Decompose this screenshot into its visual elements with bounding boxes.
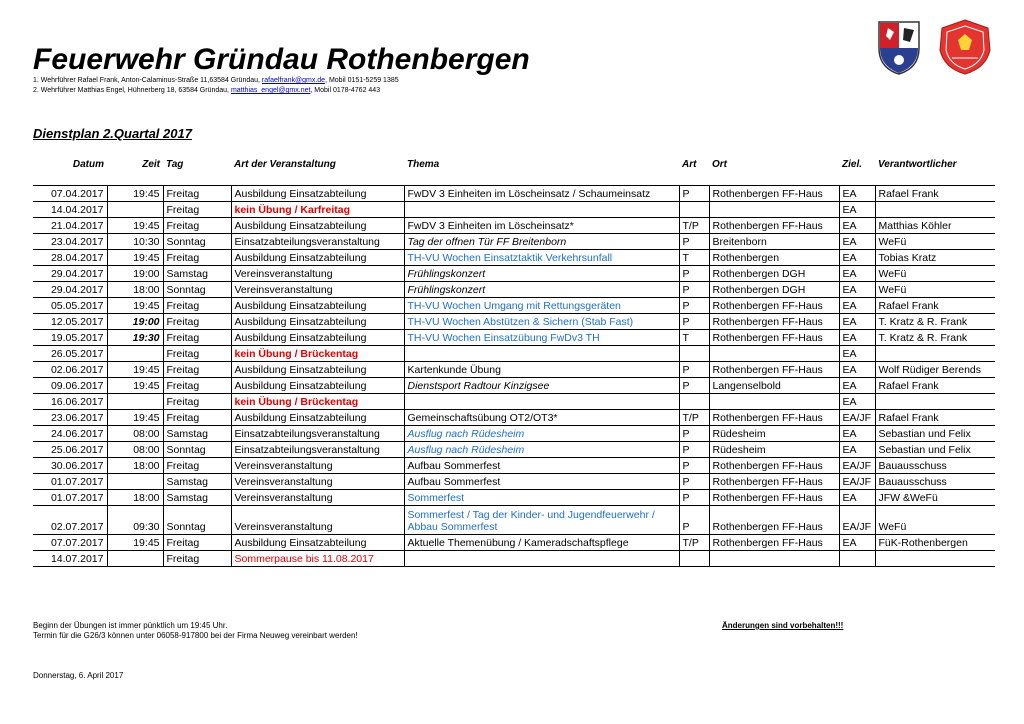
cell-zeit: 19:45 xyxy=(107,378,163,394)
cell-tag: Sonntag xyxy=(163,506,231,535)
cell-ort: Rothenbergen FF-Haus xyxy=(709,218,839,234)
note-g26: Termin für die G26/3 können unter 06058-917800 bei der Firma Neuweg vereinbart werden! xyxy=(33,631,358,640)
cell-ort: Rothenbergen FF-Haus xyxy=(709,186,839,202)
cell-art-v: Ausbildung Einsatzabteilung xyxy=(231,535,404,551)
cell-ort: Rothenbergen FF-Haus xyxy=(709,490,839,506)
cell-art xyxy=(679,202,709,218)
cell-zeit xyxy=(107,474,163,490)
cell-zeit: 19:45 xyxy=(107,298,163,314)
cell-ziel: EA xyxy=(839,490,875,506)
col-ziel: Ziel. xyxy=(842,159,863,170)
cell-thema xyxy=(404,551,679,567)
leader2-mobile: , Mobil 0178-4762 443 xyxy=(310,87,381,94)
cell-verantw: Sebastian und Felix xyxy=(875,426,995,442)
cell-art-v: kein Übung / Brückentag xyxy=(231,394,404,410)
cell-verantw: WeFü xyxy=(875,282,995,298)
cell-ziel: EA/JF xyxy=(839,506,875,535)
cell-verantw: Bauausschuss xyxy=(875,474,995,490)
cell-tag: Freitag xyxy=(163,202,231,218)
cell-ort: Rothenbergen DGH xyxy=(709,282,839,298)
cell-art: P xyxy=(679,266,709,282)
cell-verantw: WeFü xyxy=(875,234,995,250)
table-header-row xyxy=(33,157,995,186)
cell-ziel: EA xyxy=(839,378,875,394)
cell-datum: 19.05.2017 xyxy=(33,330,107,346)
cell-art-v: Ausbildung Einsatzabteilung xyxy=(231,186,404,202)
cell-datum: 29.04.2017 xyxy=(33,266,107,282)
cell-art: P xyxy=(679,282,709,298)
cell-zeit: 19:45 xyxy=(107,362,163,378)
table-row xyxy=(33,362,995,378)
cell-art: T xyxy=(679,330,709,346)
cell-art xyxy=(679,551,709,567)
cell-verantw: T. Kratz & R. Frank xyxy=(875,330,995,346)
cell-art-v: Ausbildung Einsatzabteilung xyxy=(231,314,404,330)
leader1-text: 1. Wehrführer Rafael Frank, Anton-Calaminus-Straße 11,63584 Gründau, xyxy=(33,77,262,84)
cell-zeit: 19:45 xyxy=(107,186,163,202)
cell-art-v: Vereinsveranstaltung xyxy=(231,266,404,282)
cell-tag: Freitag xyxy=(163,330,231,346)
cell-art-v: Vereinsveranstaltung xyxy=(231,474,404,490)
table-row xyxy=(33,266,995,282)
cell-ort: Rothenbergen FF-Haus xyxy=(709,535,839,551)
leader1-email[interactable]: rafaelfrank@gmx.de xyxy=(261,77,326,84)
cell-tag: Freitag xyxy=(163,186,231,202)
cell-thema: Frühlingskonzert xyxy=(404,266,679,282)
cell-ziel: EA xyxy=(839,298,875,314)
cell-ziel: EA xyxy=(839,426,875,442)
cell-art-v: Ausbildung Einsatzabteilung xyxy=(231,298,404,314)
cell-art: P xyxy=(679,298,709,314)
cell-verantw: Tobias Kratz xyxy=(875,250,995,266)
cell-verantw: Wolf Rüdiger Berends xyxy=(875,362,995,378)
cell-ort xyxy=(709,394,839,410)
cell-datum: 07.04.2017 xyxy=(33,186,107,202)
cell-thema: Aufbau Sommerfest xyxy=(404,458,679,474)
cell-datum: 28.04.2017 xyxy=(33,250,107,266)
cell-art: P xyxy=(679,314,709,330)
leader1-mobile: , Mobil 0151-5259 1385 xyxy=(325,77,399,84)
col-ort: Ort xyxy=(712,159,727,170)
cell-zeit: 18:00 xyxy=(107,282,163,298)
cell-datum: 02.07.2017 xyxy=(33,506,107,535)
cell-verantw: Rafael Frank xyxy=(875,186,995,202)
table-row xyxy=(33,186,995,202)
cell-thema: TH-VU Wochen Einsatzübung FwDv3 TH xyxy=(404,330,679,346)
cell-zeit: 19:45 xyxy=(107,410,163,426)
cell-datum: 05.05.2017 xyxy=(33,298,107,314)
cell-tag: Freitag xyxy=(163,218,231,234)
cell-tag: Freitag xyxy=(163,362,231,378)
cell-art: P xyxy=(679,442,709,458)
coat-of-arms-icon xyxy=(876,18,922,76)
cell-thema: Dienstsport Radtour Kinzigsee xyxy=(404,378,679,394)
cell-art: P xyxy=(679,458,709,474)
cell-zeit xyxy=(107,346,163,362)
table-row xyxy=(33,234,995,250)
cell-tag: Sonntag xyxy=(163,234,231,250)
cell-tag: Freitag xyxy=(163,346,231,362)
cell-art-v: Ausbildung Einsatzabteilung xyxy=(231,362,404,378)
cell-art-v: Einsatzabteilungsveranstaltung xyxy=(231,426,404,442)
table-row xyxy=(33,506,995,535)
cell-art xyxy=(679,394,709,410)
cell-ort: Rothenbergen FF-Haus xyxy=(709,474,839,490)
table-row xyxy=(33,282,995,298)
cell-verantw xyxy=(875,394,995,410)
cell-verantw: WeFü xyxy=(875,506,995,535)
cell-art-v: Sommerpause bis 11.08.2017 xyxy=(231,551,404,567)
cell-ziel xyxy=(839,551,875,567)
cell-tag: Samstag xyxy=(163,426,231,442)
document-date: Donnerstag, 6. April 2017 xyxy=(33,671,124,680)
cell-zeit: 18:00 xyxy=(107,490,163,506)
cell-art: P xyxy=(679,506,709,535)
cell-verantw xyxy=(875,551,995,567)
table-row xyxy=(33,218,995,234)
table-row xyxy=(33,551,995,567)
cell-thema: Aufbau Sommerfest xyxy=(404,474,679,490)
cell-datum: 23.04.2017 xyxy=(33,234,107,250)
cell-zeit: 09:30 xyxy=(107,506,163,535)
cell-ort: Rothenbergen FF-Haus xyxy=(709,314,839,330)
leader1-line xyxy=(33,76,399,85)
cell-tag: Sonntag xyxy=(163,282,231,298)
cell-ort: Rothenbergen FF-Haus xyxy=(709,506,839,535)
col-verantwortlicher: Verantwortlicher xyxy=(878,159,957,170)
cell-art: T xyxy=(679,250,709,266)
cell-thema: Kartenkunde Übung xyxy=(404,362,679,378)
cell-datum: 21.04.2017 xyxy=(33,218,107,234)
cell-ziel: EA xyxy=(839,314,875,330)
cell-art: P xyxy=(679,186,709,202)
cell-tag: Samstag xyxy=(163,490,231,506)
cell-art-v: Vereinsveranstaltung xyxy=(231,506,404,535)
table-row xyxy=(33,490,995,506)
col-art-veranstaltung: Art der Veranstaltung xyxy=(234,159,336,170)
cell-ziel: EA xyxy=(839,346,875,362)
cell-verantw xyxy=(875,346,995,362)
cell-tag: Freitag xyxy=(163,410,231,426)
cell-thema: Tag der offnen Tür FF Breitenborn xyxy=(404,234,679,250)
cell-art-v: Ausbildung Einsatzabteilung xyxy=(231,378,404,394)
table-row xyxy=(33,442,995,458)
cell-art: T/P xyxy=(679,535,709,551)
cell-art: T/P xyxy=(679,410,709,426)
cell-thema: TH-VU Wochen Einsatztaktik Verkehrsunfall xyxy=(404,250,679,266)
cell-tag: Sonntag xyxy=(163,442,231,458)
cell-art-v: kein Übung / Brückentag xyxy=(231,346,404,362)
table-row xyxy=(33,410,995,426)
cell-ort xyxy=(709,551,839,567)
cell-ort xyxy=(709,202,839,218)
cell-tag: Freitag xyxy=(163,378,231,394)
cell-thema: TH-VU Wochen Umgang mit Rettungsgeräten xyxy=(404,298,679,314)
leader2-email[interactable]: matthias_engel@gmx.net xyxy=(230,87,311,94)
cell-art: P xyxy=(679,474,709,490)
table-row xyxy=(33,250,995,266)
cell-datum: 02.06.2017 xyxy=(33,362,107,378)
cell-datum: 26.05.2017 xyxy=(33,346,107,362)
cell-art-v: Einsatzabteilungsveranstaltung xyxy=(231,234,404,250)
cell-thema: Aktuelle Themenübung / Kameradschaftspflege xyxy=(404,535,679,551)
cell-datum: 24.06.2017 xyxy=(33,426,107,442)
fire-brigade-badge-icon xyxy=(938,18,992,76)
cell-art-v: Vereinsveranstaltung xyxy=(231,458,404,474)
note-start-time: Beginn der Übungen ist immer pünktlich um 19:45 Uhr. xyxy=(33,621,228,630)
leader2-line xyxy=(33,86,380,95)
page-title: Feuerwehr Gründau Rothenbergen xyxy=(33,43,530,76)
cell-ziel: EA xyxy=(839,535,875,551)
cell-art: P xyxy=(679,362,709,378)
cell-verantw: FüK-Rothenbergen xyxy=(875,535,995,551)
cell-verantw: Rafael Frank xyxy=(875,410,995,426)
cell-tag: Freitag xyxy=(163,394,231,410)
cell-ziel: EA xyxy=(839,234,875,250)
cell-datum: 01.07.2017 xyxy=(33,474,107,490)
cell-datum: 14.04.2017 xyxy=(33,202,107,218)
cell-thema xyxy=(404,346,679,362)
cell-art-v: kein Übung / Karfreitag xyxy=(231,202,404,218)
cell-art: P xyxy=(679,234,709,250)
cell-verantw: Matthias Köhler xyxy=(875,218,995,234)
cell-ort: Rothenbergen xyxy=(709,250,839,266)
cell-datum: 30.06.2017 xyxy=(33,458,107,474)
cell-thema: Ausflug nach Rüdesheim xyxy=(404,442,679,458)
cell-ort: Rothenbergen FF-Haus xyxy=(709,330,839,346)
cell-thema: Gemeinschaftsübung OT2/OT3* xyxy=(404,410,679,426)
cell-datum: 12.05.2017 xyxy=(33,314,107,330)
cell-ort: Rothenbergen DGH xyxy=(709,266,839,282)
cell-ziel: EA xyxy=(839,362,875,378)
cell-verantw: Rafael Frank xyxy=(875,298,995,314)
table-row xyxy=(33,426,995,442)
cell-datum: 14.07.2017 xyxy=(33,551,107,567)
cell-ort: Langenselbold xyxy=(709,378,839,394)
col-zeit: Zeit xyxy=(142,159,160,170)
cell-thema: FwDV 3 Einheiten im Löscheinsatz / Schaumeinsatz xyxy=(404,186,679,202)
cell-datum: 16.06.2017 xyxy=(33,394,107,410)
cell-art-v: Vereinsveranstaltung xyxy=(231,282,404,298)
cell-ort: Rüdesheim xyxy=(709,442,839,458)
cell-zeit: 19:45 xyxy=(107,218,163,234)
cell-thema: Sommerfest / Tag der Kinder- und Jugendfeuerwehr / Abbau Sommerfest xyxy=(404,506,679,535)
cell-verantw: Bauausschuss xyxy=(875,458,995,474)
cell-ziel: EA xyxy=(839,266,875,282)
cell-thema: FwDV 3 Einheiten im Löscheinsatz* xyxy=(404,218,679,234)
cell-zeit: 19:45 xyxy=(107,535,163,551)
table-row xyxy=(33,474,995,490)
table-row xyxy=(33,346,995,362)
cell-verantw: Rafael Frank xyxy=(875,378,995,394)
cell-verantw: JFW &WeFü xyxy=(875,490,995,506)
cell-ort: Rüdesheim xyxy=(709,426,839,442)
cell-ziel: EA/JF xyxy=(839,410,875,426)
cell-zeit: 08:00 xyxy=(107,426,163,442)
cell-tag: Freitag xyxy=(163,250,231,266)
duty-schedule-table xyxy=(33,157,995,567)
cell-thema xyxy=(404,394,679,410)
table-row xyxy=(33,535,995,551)
cell-thema: Sommerfest xyxy=(404,490,679,506)
cell-datum: 23.06.2017 xyxy=(33,410,107,426)
cell-verantw xyxy=(875,202,995,218)
cell-datum: 09.06.2017 xyxy=(33,378,107,394)
cell-zeit xyxy=(107,551,163,567)
cell-thema xyxy=(404,202,679,218)
cell-verantw: WeFü xyxy=(875,266,995,282)
cell-ziel: EA xyxy=(839,250,875,266)
cell-thema: Frühlingskonzert xyxy=(404,282,679,298)
table-row xyxy=(33,298,995,314)
cell-ziel: EA xyxy=(839,186,875,202)
cell-ziel: EA xyxy=(839,282,875,298)
cell-ort: Rothenbergen FF-Haus xyxy=(709,410,839,426)
cell-art xyxy=(679,346,709,362)
cell-art-v: Ausbildung Einsatzabteilung xyxy=(231,250,404,266)
cell-art: P xyxy=(679,426,709,442)
cell-ziel: EA xyxy=(839,330,875,346)
cell-ziel: EA/JF xyxy=(839,458,875,474)
cell-tag: Freitag xyxy=(163,314,231,330)
col-tag: Tag xyxy=(166,159,184,170)
cell-zeit: 08:00 xyxy=(107,442,163,458)
cell-verantw: Sebastian und Felix xyxy=(875,442,995,458)
cell-thema: Ausflug nach Rüdesheim xyxy=(404,426,679,442)
cell-zeit xyxy=(107,394,163,410)
cell-datum: 01.07.2017 xyxy=(33,490,107,506)
cell-thema: TH-VU Wochen Abstützen & Sichern (Stab Fast) xyxy=(404,314,679,330)
cell-datum: 25.06.2017 xyxy=(33,442,107,458)
cell-zeit: 19:30 xyxy=(107,330,163,346)
leader2-text: 2. Wehrführer Matthias Engel, Hühnerberg 18, 63584 Gründau, xyxy=(33,87,231,94)
cell-tag: Samstag xyxy=(163,474,231,490)
table-row xyxy=(33,458,995,474)
table-row xyxy=(33,202,995,218)
table-row xyxy=(33,378,995,394)
schedule-subtitle: Dienstplan 2.Quartal 2017 xyxy=(33,126,192,141)
cell-art-v: Einsatzabteilungsveranstaltung xyxy=(231,442,404,458)
cell-ort: Rothenbergen FF-Haus xyxy=(709,298,839,314)
col-datum: Datum xyxy=(72,159,104,170)
cell-zeit: 19:45 xyxy=(107,250,163,266)
table-row xyxy=(33,394,995,410)
table-row xyxy=(33,314,995,330)
cell-ort: Rothenbergen FF-Haus xyxy=(709,458,839,474)
cell-art-v: Vereinsveranstaltung xyxy=(231,490,404,506)
cell-art-v: Ausbildung Einsatzabteilung xyxy=(231,218,404,234)
cell-tag: Freitag xyxy=(163,535,231,551)
table-row xyxy=(33,330,995,346)
cell-ort xyxy=(709,346,839,362)
cell-tag: Samstag xyxy=(163,266,231,282)
changes-reserved-note: Änderungen sind vorbehalten!!! xyxy=(722,621,844,630)
cell-tag: Freitag xyxy=(163,551,231,567)
cell-art: P xyxy=(679,378,709,394)
col-thema: Thema xyxy=(407,159,440,170)
cell-ziel: EA xyxy=(839,202,875,218)
cell-art: P xyxy=(679,490,709,506)
cell-art: T/P xyxy=(679,218,709,234)
cell-zeit: 19:00 xyxy=(107,314,163,330)
cell-datum: 07.07.2017 xyxy=(33,535,107,551)
cell-ziel: EA xyxy=(839,442,875,458)
col-art: Art xyxy=(682,159,697,170)
cell-ziel: EA/JF xyxy=(839,474,875,490)
cell-ort: Breitenborn xyxy=(709,234,839,250)
cell-zeit: 19:00 xyxy=(107,266,163,282)
cell-ziel: EA xyxy=(839,218,875,234)
cell-verantw: T. Kratz & R. Frank xyxy=(875,314,995,330)
cell-tag: Freitag xyxy=(163,298,231,314)
cell-tag: Freitag xyxy=(163,458,231,474)
cell-art-v: Ausbildung Einsatzabteilung xyxy=(231,410,404,426)
cell-art-v: Ausbildung Einsatzabteilung xyxy=(231,330,404,346)
cell-datum: 29.04.2017 xyxy=(33,282,107,298)
cell-ort: Rothenbergen FF-Haus xyxy=(709,362,839,378)
cell-zeit: 18:00 xyxy=(107,458,163,474)
cell-zeit xyxy=(107,202,163,218)
cell-zeit: 10:30 xyxy=(107,234,163,250)
cell-ziel: EA xyxy=(839,394,875,410)
